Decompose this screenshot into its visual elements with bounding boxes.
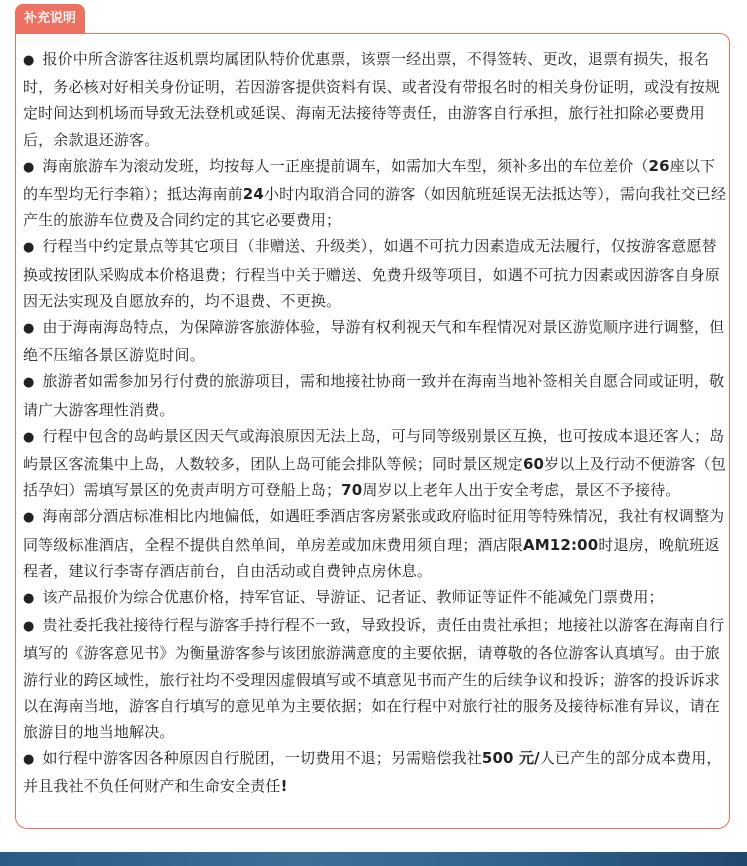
notes-list xyxy=(23,46,727,800)
bottom-bar xyxy=(0,852,747,866)
bullet-icon: ● xyxy=(23,240,35,256)
bullet-icon: ● xyxy=(23,375,35,391)
note-item: ● 海南旅游车为滚动发班，均按每人一正座提前调车，如需加大车型，须补多出的车位差价（26座以下的车型均无行李箱）；抵达海南前24小时内取消合同的游客（如因航班延误无法抵达等），需向我社交已经产生的旅游车位费及合同约定的其它必要费用； xyxy=(23,156,727,230)
note-item: ● 如行程中游客因各种原因自行脱团，一切费用不退；另需赔偿我社500 元/人已产生的部分成本费用，并且我社不负任何财产和生命安全责任! xyxy=(23,749,722,796)
note-item: ● 行程中包含的岛屿景区因天气或海浪原因无法上岛，可与同等级别景区互换，也可按成本退还客人；岛屿景区客流集中上岛，人数较多，团队上岛可能会排队等候；同时景区规定60岁以上及行动不便游客（包括孕妇）需填写景区的免责声明方可登船上岛；70周岁以上老年人出于安全考虑，景区不予接待。 xyxy=(23,426,726,500)
bullet-icon: ● xyxy=(23,591,35,607)
note-item: ● 海南部分酒店标准相比内地偏低，如遇旺季酒店客房紧张或政府临时征用等特殊情况，我社有权调整为同等级标准酒店，全程不提供自然单间，单房差或加床费用须自理；酒店限AM12:00时退房，晚航班返程者，建议行李寄存酒店前台，自由活动或自费钟点房休息。 xyxy=(23,507,725,580)
note-item: ● 报价中所含游客往返机票均属团队特价优惠票，该票一经出票，不得签转、更改，退票有损失，报名时，务必核对好相关身份证明，若因游客提供资料有误、或者没有带报名时的相关身份证明，或没有按规定时间达到机场而导致无法登机或延误、海南无法接待等责任，由游客自行承担，旅行社扣除必要费用后，余款退还游客。 xyxy=(23,50,720,149)
note-item: ● 由于海南海岛特点，为保障游客旅游体验，导游有权利视天气和车程情况对景区游览顺序进行调整，但绝不压缩各景区游览时间。 xyxy=(23,318,725,365)
note-item: ● 该产品报价为综合优惠价格，持军官证、导游证、记者证、教师证等证件不能减免门票费用； xyxy=(23,588,664,607)
bullet-icon: ● xyxy=(23,321,35,337)
bullet-icon: ● xyxy=(23,159,35,175)
note-item: ● 旅游者如需参加另行付费的旅游项目，需和地接社协商一致并在海南当地补签相关自愿合同或证明，敬请广大游客理性消费。 xyxy=(23,372,725,419)
note-item: ● 行程当中约定景点等其它项目（非赠送、升级类），如遇不可抗力因素造成无法履行，仅按游客意愿替换或按团队采购成本价格退费；行程当中关于赠送、免费升级等项目，如遇不可抗力因素或因游客自身原因无法实现及自愿放弃的，均不退费、不更换。 xyxy=(23,237,720,310)
bullet-icon: ● xyxy=(23,510,35,526)
bullet-icon: ● xyxy=(23,752,35,768)
bullet-icon: ● xyxy=(23,619,35,635)
bullet-icon: ● xyxy=(23,53,35,68)
note-item: ● 贵社委托我社接待行程与游客手持行程不一致，导致投诉，责任由贵社承担；地接社以游客在海南自行填写的《游客意见书》为衡量游客参与该团旅游满意度的主要依据，请尊敬的各位游客认真填写。由于旅游行业的跨区域性，旅行社均不受理因虚假填写或不填意见书而产生的后续争议和投诉；游客的投诉诉求以在海南当地，游客自行填写的意见单为主要依据；如在行程中对旅行社的服务及接待标准有异议，请在旅游目的地当地解决。 xyxy=(23,616,725,742)
bullet-icon: ● xyxy=(23,429,35,445)
section-title-tab: 补充说明 xyxy=(15,4,85,34)
